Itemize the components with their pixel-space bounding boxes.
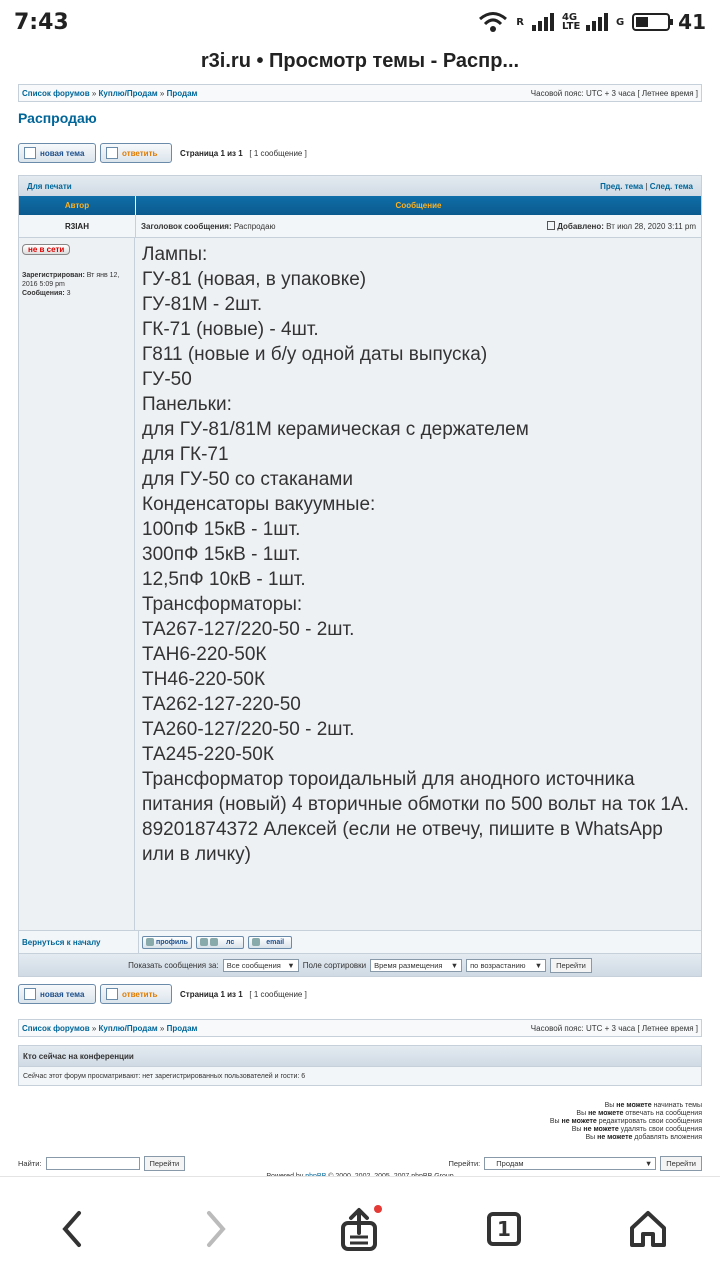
sort-label: Поле сортировки bbox=[302, 960, 367, 970]
post-line: Панельки: bbox=[142, 394, 232, 415]
post-line: Трансформаторы: bbox=[142, 594, 303, 615]
permission-line: Вы не можете редактировать свои сообщения bbox=[549, 1118, 702, 1125]
permission-line: Вы не можете начинать темы bbox=[604, 1102, 702, 1109]
users-icon-2 bbox=[210, 938, 218, 946]
topic-nav: Пред. тема | След. тема bbox=[600, 181, 693, 191]
pagination: Страница 1 из 1 [ 1 сообщение ] bbox=[180, 148, 307, 158]
new-topic-button[interactable]: новая тема bbox=[18, 143, 96, 163]
crumb-buy-sell[interactable]: Куплю/Продам bbox=[98, 88, 158, 98]
permission-line: Вы не можете добавлять вложения bbox=[585, 1134, 702, 1141]
author-info bbox=[19, 238, 135, 930]
post-line: ГУ-81 (новая, в упаковке) bbox=[142, 269, 367, 290]
home-button[interactable] bbox=[618, 1199, 678, 1259]
status-icons bbox=[478, 10, 706, 34]
author-header: Автор bbox=[19, 196, 136, 215]
profile-button[interactable]: профиль bbox=[142, 936, 192, 949]
post-line: 300пФ 15кВ - 1шт. bbox=[142, 544, 301, 565]
users-icon bbox=[200, 938, 208, 946]
email-button[interactable]: email bbox=[248, 936, 292, 949]
table-header bbox=[19, 196, 701, 215]
permissions-list bbox=[18, 1102, 702, 1142]
post-icon[interactable] bbox=[547, 221, 555, 230]
post-line: ГУ-81М - 2шт. bbox=[142, 294, 263, 315]
signal-icon bbox=[532, 13, 554, 31]
breadcrumb-links: Список форумов » Куплю/Продам » Продам bbox=[22, 88, 198, 98]
post-line: 89201874372 Алексей (если не отвечу, пишите в WhatsApp или в личку) bbox=[142, 819, 663, 865]
author-details: Зарегистрирован: Вт янв 12, 2016 5:09 pm Сообщения: 3 bbox=[22, 272, 120, 297]
search-jump-row bbox=[18, 1156, 702, 1171]
home-icon bbox=[627, 1208, 669, 1250]
search-input[interactable] bbox=[46, 1157, 140, 1170]
search-go-button[interactable]: Перейти bbox=[144, 1156, 186, 1171]
post-line: для ГУ-50 со стаканами bbox=[142, 469, 353, 490]
new-topic-button-bottom[interactable]: новая тема bbox=[18, 984, 96, 1004]
post-date: Добавлено: Вт июл 28, 2020 3:11 pm bbox=[547, 221, 696, 231]
browser-bottom-nav bbox=[0, 1176, 720, 1281]
next-topic-link[interactable]: След. тема bbox=[649, 181, 693, 191]
post-line: ТАН6-220-50К bbox=[142, 644, 267, 665]
status-bar bbox=[0, 0, 720, 44]
bottom-button-row bbox=[18, 983, 702, 1005]
back-arrow-icon bbox=[57, 1209, 87, 1249]
share-button[interactable] bbox=[330, 1199, 390, 1259]
network-label-g: G bbox=[615, 16, 625, 28]
reply-icon bbox=[106, 988, 118, 1000]
mail-icon bbox=[252, 938, 260, 946]
notification-dot bbox=[374, 1205, 382, 1213]
post-line: ТА262-127-220-50 bbox=[142, 694, 301, 715]
online-header: Кто сейчас на конференции bbox=[18, 1045, 702, 1067]
tabs-icon bbox=[487, 1212, 521, 1246]
wifi-icon bbox=[478, 11, 508, 33]
post-line: для ГУ-81/81М керамическая с держателем bbox=[142, 419, 529, 440]
breadcrumb bbox=[18, 84, 702, 102]
browser-title: r3i.ru • Просмотр темы - Распр... bbox=[200, 49, 520, 72]
profile-icon bbox=[146, 938, 154, 946]
sort-field-select[interactable]: Время размещения ▼ bbox=[370, 959, 462, 972]
sort-row bbox=[19, 954, 701, 976]
post-line: ТА260-127/220-50 - 2шт. bbox=[142, 719, 355, 740]
tabs-button[interactable] bbox=[474, 1199, 534, 1259]
post-body bbox=[135, 238, 701, 930]
reply-button-bottom[interactable]: ответить bbox=[100, 984, 172, 1004]
forum-page bbox=[18, 84, 702, 1189]
chevron-down-icon: ▼ bbox=[644, 1159, 653, 1168]
post-line: для ГК-71 bbox=[142, 444, 229, 465]
post-subject-row bbox=[19, 215, 701, 238]
post-author[interactable]: R3IAH bbox=[19, 215, 136, 237]
post-table bbox=[18, 175, 702, 977]
post-line: Трансформатор тороидальный для анодного источника питания (новый) 4 вторичные обмотки по 500 вольт на ток 1А. bbox=[142, 769, 689, 815]
post-text bbox=[142, 242, 694, 867]
battery-fill bbox=[636, 17, 648, 27]
battery-percent: 41 bbox=[678, 10, 706, 34]
network-label-lte: 4G LTE bbox=[561, 12, 581, 32]
post-line: ТА245-220-50К bbox=[142, 744, 274, 765]
crumb-buy-sell[interactable]: Куплю/Продам bbox=[98, 1023, 158, 1033]
top-button-row bbox=[18, 142, 702, 164]
print-row bbox=[19, 176, 701, 196]
post-line: Лампы: bbox=[142, 244, 208, 265]
forward-arrow-icon bbox=[201, 1209, 231, 1249]
signal-icon-2 bbox=[586, 13, 608, 31]
offline-badge: не в сети bbox=[22, 244, 70, 255]
back-button[interactable] bbox=[42, 1199, 102, 1259]
tabs-count: 1 bbox=[497, 1217, 511, 1241]
message-header: Сообщение bbox=[395, 201, 442, 210]
back-to-top-link[interactable]: Вернуться к началу bbox=[22, 937, 101, 947]
page-title[interactable]: Распродаю bbox=[18, 110, 97, 126]
post-actions-row bbox=[19, 930, 701, 954]
timezone-info: Часовой пояс: UTC + 3 часа [ Летнее время ] bbox=[530, 88, 698, 98]
post-line: ГК-71 (новые) - 4шт. bbox=[142, 319, 319, 340]
post-line: Г811 (новые и б/у одной даты выпуска) bbox=[142, 344, 488, 365]
network-label-r: R bbox=[516, 16, 524, 28]
show-posts-select[interactable]: Все сообщения ▼ bbox=[223, 959, 299, 972]
status-time: 7:43 bbox=[14, 9, 69, 35]
breadcrumb-bottom: Список форумов » Куплю/Продам » Продам Часовой пояс: UTC + 3 часа [ Летнее время ] bbox=[18, 1019, 702, 1037]
post-line: ГУ-50 bbox=[142, 369, 192, 390]
show-label: Показать сообщения за: bbox=[128, 960, 219, 970]
crumb-sell[interactable]: Продам bbox=[166, 88, 198, 98]
post-line: 100пФ 15кВ - 1шт. bbox=[142, 519, 301, 540]
timezone-info: Часовой пояс: UTC + 3 часа [ Летнее время ] bbox=[530, 1023, 698, 1033]
jump-label: Перейти: bbox=[448, 1159, 481, 1168]
print-link[interactable]: Для печати bbox=[27, 181, 72, 191]
sort-go-button[interactable]: Перейти bbox=[550, 958, 592, 973]
battery-icon bbox=[632, 13, 670, 31]
chevron-down-icon: ▼ bbox=[534, 960, 543, 970]
jump-select[interactable]: Продам ▼ bbox=[484, 1157, 656, 1170]
crumb-sell[interactable]: Продам bbox=[166, 1023, 198, 1033]
permission-line: Вы не можете отвечать на сообщения bbox=[576, 1110, 702, 1117]
reply-button[interactable]: ответить bbox=[100, 143, 172, 163]
prev-topic-link[interactable]: Пред. тема bbox=[600, 181, 644, 191]
post-line: 12,5пФ 10кВ - 1шт. bbox=[142, 569, 306, 590]
post-row bbox=[19, 238, 701, 930]
chevron-down-icon: ▼ bbox=[287, 960, 295, 970]
document-icon bbox=[24, 147, 36, 159]
crumb-forum-list[interactable]: Список форумов bbox=[22, 1023, 90, 1033]
search-label: Найти: bbox=[18, 1159, 42, 1168]
crumb-forum-list[interactable]: Список форумов bbox=[22, 88, 90, 98]
permission-line: Вы не можете удалять свои сообщения bbox=[571, 1126, 702, 1133]
forward-button[interactable] bbox=[186, 1199, 246, 1259]
post-line: ТА267-127/220-50 - 2шт. bbox=[142, 619, 355, 640]
post-line: Конденсаторы вакуумные: bbox=[142, 494, 376, 515]
post-subject: Заголовок сообщения: Распродаю bbox=[141, 221, 276, 231]
jump-go-button[interactable]: Перейти bbox=[660, 1156, 702, 1171]
pm-button[interactable]: лс bbox=[196, 936, 244, 949]
online-text: Сейчас этот форум просматривают: нет зарегистрированных пользователей и гости: 6 bbox=[18, 1067, 702, 1086]
chevron-down-icon: ▼ bbox=[450, 960, 459, 970]
post-line: ТН46-220-50К bbox=[142, 669, 266, 690]
sort-order-select[interactable]: по возрастанию ▼ bbox=[466, 959, 546, 972]
reply-icon bbox=[106, 147, 118, 159]
pagination-bottom: Страница 1 из 1 [ 1 сообщение ] bbox=[180, 989, 307, 999]
share-icon bbox=[338, 1205, 382, 1253]
document-icon bbox=[24, 988, 36, 1000]
